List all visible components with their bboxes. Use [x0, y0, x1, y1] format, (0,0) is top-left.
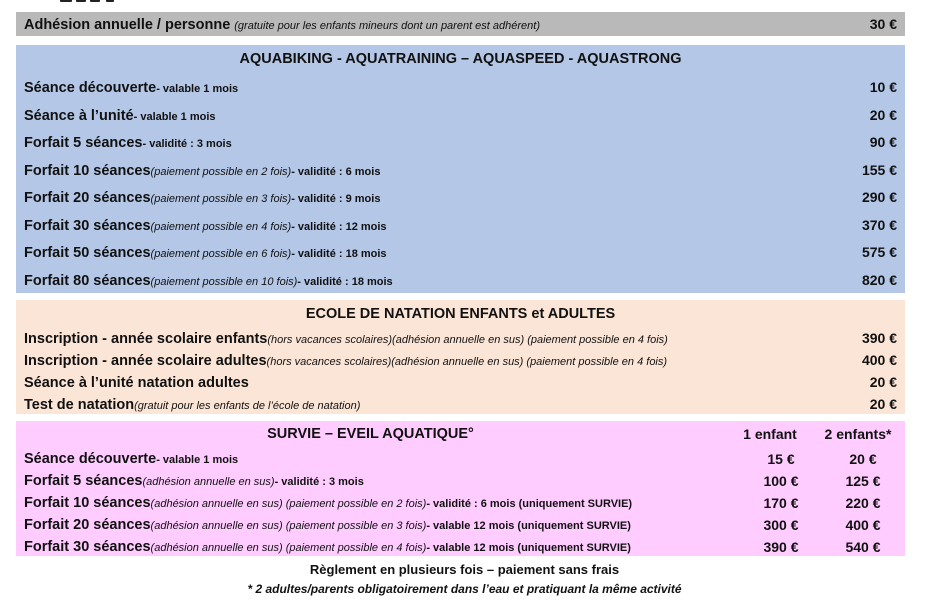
row-validity: - validité : 6 mois (uniquement SURVIE) [426, 498, 633, 510]
row-note: (paiement possible en 10 fois) [150, 275, 298, 288]
row-label: Forfait 50 séances [24, 245, 151, 261]
row-note: (hors vacances scolaires)(adhésion annuelle en sus) (paiement possible en 4 fois) [267, 334, 668, 346]
row-note: (hors vacances scolaires)(adhésion annuelle en sus) (paiement possible en 4 fois) [266, 356, 668, 368]
row-note: (paiement possible en 2 fois) [150, 165, 292, 178]
row-label: Inscription - année scolaire enfants [24, 331, 268, 347]
row-validity: - validité : 18 mois [297, 275, 393, 288]
price-row [24, 539, 715, 555]
footer-payment-note: Règlement en plusieurs fois – paiement sans frais [309, 562, 620, 577]
aquabiking-title: AQUABIKING - AQUATRAINING – AQUASPEED - AQUASTRONG [239, 51, 682, 67]
row-validity: - valable 12 mois (uniquement SURVIE) [426, 542, 631, 554]
ecole-section [16, 300, 905, 414]
row-label: Inscription - année scolaire adultes [24, 353, 267, 369]
price-row [24, 244, 897, 261]
price-row [24, 217, 897, 234]
row-label: Test de natation [24, 397, 135, 413]
row-price: 820 € [861, 271, 897, 288]
aquabiking-section [16, 45, 905, 293]
row-price: 90 € [869, 134, 897, 150]
cropped-text-fragment [60, 0, 120, 6]
price-row [24, 473, 715, 489]
row-price-2-enfants: 125 € [845, 473, 881, 489]
row-validity: - validité : 6 mois [291, 165, 381, 178]
row-label: Forfait 20 séances [24, 517, 151, 533]
row-price: 20 € [869, 396, 897, 412]
row-validity: - validité : 9 mois [291, 193, 381, 205]
row-note: (gratuit pour les enfants de l’école de natation) [134, 400, 361, 412]
price-row [24, 79, 897, 96]
row-price-1-enfant: 100 € [763, 473, 799, 489]
price-row [24, 189, 897, 206]
price-row [24, 396, 897, 413]
row-validity: - validité : 3 mois [274, 476, 364, 488]
row-validity: - valable 1 mois [156, 83, 239, 95]
ecole-title: ECOLE DE NATATION ENFANTS et ADULTES [305, 306, 616, 322]
adhesion-note: (gratuite pour les enfants mineurs dont un parent est adhérent) [234, 20, 541, 32]
row-note: (adhésion annuelle en sus) (paiement possible en 2 fois) [150, 498, 427, 510]
row-label: Séance à l’unité natation adultes [24, 375, 249, 391]
row-validity: - validité : 18 mois [291, 248, 387, 260]
row-price: 10 € [869, 79, 897, 95]
row-price-1-enfant: 390 € [763, 539, 799, 555]
price-row [24, 330, 897, 347]
row-price-1-enfant: 300 € [763, 517, 799, 533]
row-validity: - valable 1 mois [133, 110, 216, 123]
adhesion-price: 30 € [869, 16, 897, 32]
row-label: Forfait 80 séances [24, 272, 151, 289]
price-row [24, 374, 897, 391]
row-price: 390 € [861, 330, 897, 346]
adhesion-row [24, 16, 897, 33]
price-row [24, 162, 897, 179]
row-price-2-enfants: 540 € [845, 539, 881, 555]
row-label: Séance découverte [24, 451, 157, 467]
price-row [24, 517, 715, 533]
row-label: Séance découverte [24, 80, 157, 96]
survie-col-1-header: 1 enfant [743, 426, 797, 442]
row-validity: - valable 12 mois (uniquement SURVIE) [426, 520, 631, 532]
row-price-1-enfant: 15 € [767, 451, 795, 467]
row-validity: - validité : 12 mois [291, 220, 387, 233]
row-note: (paiement possible en 4 fois) [150, 220, 292, 233]
row-price: 155 € [861, 161, 897, 178]
survie-section [16, 421, 905, 556]
row-price: 370 € [861, 216, 897, 233]
price-row [24, 134, 897, 151]
row-label: Forfait 30 séances [24, 217, 151, 234]
row-note: (adhésion annuelle en sus) (paiement possible en 4 fois) [150, 542, 427, 554]
price-row [24, 451, 715, 467]
row-validity: - validité : 3 mois [142, 138, 232, 150]
row-label: Séance à l’unité [24, 107, 134, 124]
row-price: 400 € [861, 352, 897, 368]
survie-col-2-header: 2 enfants* [824, 426, 892, 442]
price-row [24, 107, 897, 124]
price-row [24, 272, 897, 289]
row-note: (paiement possible en 6 fois) [150, 248, 292, 260]
row-label: Forfait 5 séances [24, 473, 143, 489]
price-row [24, 495, 715, 511]
row-note: (paiement possible en 3 fois) [150, 193, 292, 205]
adhesion-band [16, 12, 905, 36]
row-note: (adhésion annuelle en sus) (paiement possible en 3 fois) [150, 520, 427, 532]
row-label: Forfait 10 séances [24, 162, 151, 179]
row-price-2-enfants: 400 € [845, 517, 881, 533]
row-price: 290 € [861, 189, 897, 205]
footer-adults-note: * 2 adultes/parents obligatoirement dans l’eau et pratiquant la même activité [247, 582, 682, 596]
row-price: 20 € [869, 374, 897, 390]
row-label: Forfait 30 séances [24, 539, 151, 555]
row-price: 575 € [861, 244, 897, 260]
adhesion-label: Adhésion annuelle / personne [24, 17, 231, 33]
row-price: 20 € [869, 106, 897, 123]
survie-title: SURVIE – EVEIL AQUATIQUE° [267, 426, 474, 442]
row-validity: - valable 1 mois [156, 454, 239, 466]
row-price-1-enfant: 170 € [763, 495, 799, 511]
row-label: Forfait 10 séances [24, 495, 151, 511]
row-price-2-enfants: 20 € [849, 451, 877, 467]
price-row [24, 352, 897, 369]
row-price-2-enfants: 220 € [845, 495, 881, 511]
row-note: (adhésion annuelle en sus) [142, 476, 275, 488]
row-label: Forfait 20 séances [24, 190, 151, 206]
row-label: Forfait 5 séances [24, 135, 143, 151]
